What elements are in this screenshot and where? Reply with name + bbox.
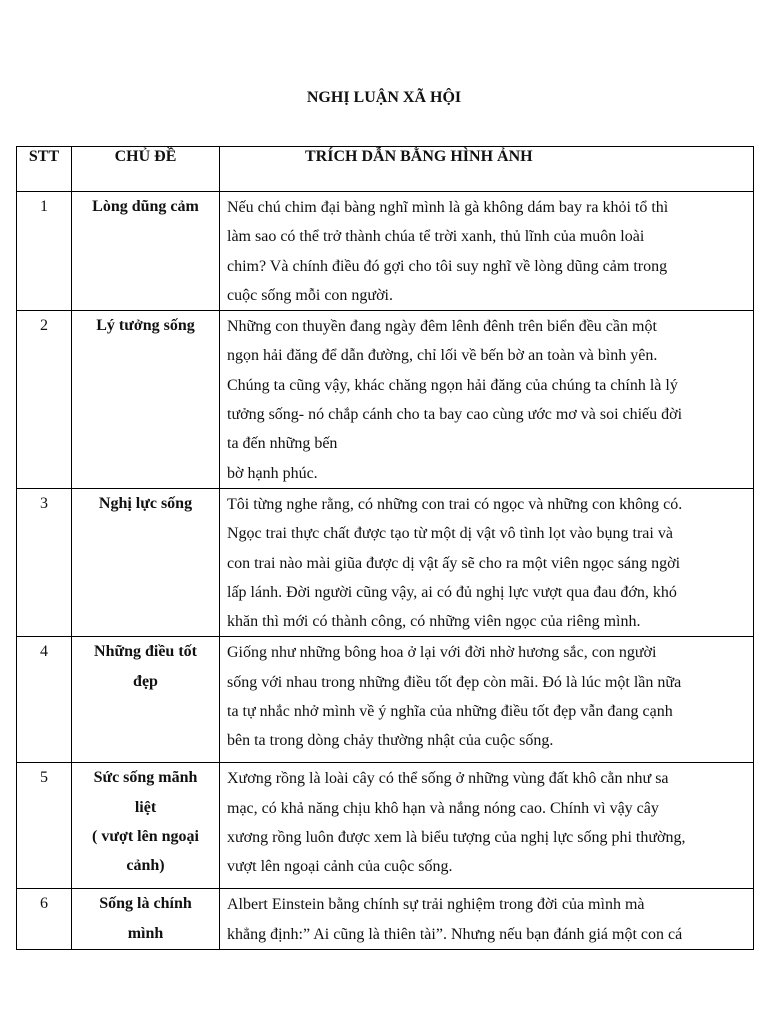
quote-line: ngọn hải đăng để dẫn đường, chỉ lối về bến bờ an toàn và bình yên. [227,347,658,365]
topic-line: Những điều tốt [94,643,197,661]
quote-line: xương rồng luôn được xem là biểu tượng của nghị lực sống phi thường, [227,829,686,847]
topic-cell [72,763,220,889]
quote-line: con trai nào mài giũa được dị vật ấy sẽ cho ra một viên ngọc sáng ngời [227,554,681,572]
header-quote: TRÍCH DẪN BẰNG HÌNH ẢNH [220,147,754,192]
header-topic: CHỦ ĐỀ [72,147,220,192]
table-row [17,192,754,311]
quote-line: lấp lánh. Đời người cũng vậy, ai có đủ nghị lực vượt qua đau đớn, khó [227,583,677,601]
header-stt: STT [17,147,72,192]
quote-line: khẳng định:” Ai cũng là thiên tài”. Nhưng nếu bạn đánh giá một con cá [227,925,683,943]
quote-cell [220,488,754,636]
topic-line: liệt [134,798,157,816]
row-number: 4 [17,637,72,763]
quote-line: Chúng ta cũng vậy, khác chăng ngọn hải đăng của chúng ta chính là lý [227,376,678,394]
topic-line: Lý tưởng sống [96,317,195,335]
table-body [17,192,754,950]
row-number: 5 [17,763,72,889]
quote-cell [220,637,754,763]
row-number: 1 [17,192,72,311]
quote-line: bên ta trong dòng chảy thường nhật của cuộc sống. [227,732,554,750]
quote-line: sống với nhau trong những điều tốt đẹp còn mãi. Đó là lúc một lần nữa [227,673,682,691]
quote-line: Tôi từng nghe rằng, có những con trai có ngọc và những con không có. [227,495,683,513]
quote-line: Albert Einstein bằng chính sự trải nghiệm trong đời của mình mà [227,896,645,914]
topic-cell [72,311,220,489]
quote-line: Nếu chú chim đại bàng nghĩ mình là gà không dám bay ra khỏi tổ thì [227,199,669,216]
quote-line: bờ hạnh phúc. [227,464,318,482]
quote-line: vượt lên ngoại cảnh của cuộc sống. [227,858,453,876]
quote-cell [220,192,754,311]
quote-line: cuộc sống mỗi con người. [227,286,393,304]
topic-cell [72,192,220,311]
topic-line: cảnh) [126,857,165,875]
quote-cell [220,763,754,889]
topic-cell [72,488,220,636]
topic-line: Nghị lực sống [98,494,193,512]
topic-line: Sức sống mãnh [93,769,198,787]
quote-line: làm sao có thể trở thành chúa tể trời xanh, thủ lĩnh của muôn loài [227,228,645,246]
quote-line: Giống như những bông hoa ở lại với đời nhờ hương sắc, con người [227,644,657,662]
quote-cell [220,889,754,950]
topic-line: đẹp [133,672,158,690]
quote-line: chim? Và chính điều đó gợi cho tôi suy nghĩ về lòng dũng cảm trong [227,257,668,275]
table-row [17,488,754,636]
quote-line: ta đến những bến [227,435,338,453]
row-number: 2 [17,311,72,489]
table-row [17,763,754,889]
row-number: 3 [17,488,72,636]
topic-line: Lòng dũng cảm [92,198,199,215]
quote-line: Ngọc trai thực chất được tạo từ một dị vật vô tình lọt vào bụng trai và [227,525,673,543]
topic-line: mình [127,924,164,942]
quote-cell [220,311,754,489]
quote-line: Những con thuyền đang ngày đêm lênh đênh trên biển đều cần một [227,318,657,336]
table-header-row [17,147,754,192]
topic-line: Sống là chính [99,895,192,913]
quote-line: tưởng sống- nó chắp cánh cho ta bay cao cùng ước mơ và soi chiếu đời [227,406,683,424]
topic-cell [72,637,220,763]
quote-line: Xương rồng là loài cây có thể sống ở những vùng đất khô cằn như sa [227,770,669,788]
table-row [17,889,754,950]
table-row [17,637,754,763]
quotes-table [16,146,754,950]
quote-line: khăn thì mới có thành công, có những viên ngọc của riêng mình. [227,613,641,631]
page-title: NGHỊ LUẬN XÃ HỘI [306,89,462,106]
quote-line: ta tự nhắc nhở mình về ý nghĩa của những điều tốt đẹp vẫn đang cạnh [227,703,673,721]
row-number: 6 [17,889,72,950]
topic-cell [72,889,220,950]
table-row [17,311,754,489]
topic-line: ( vượt lên ngoại [92,828,199,846]
quote-line: mạc, có khả năng chịu khô hạn và nắng nóng cao. Chính vì vậy cây [227,799,659,817]
